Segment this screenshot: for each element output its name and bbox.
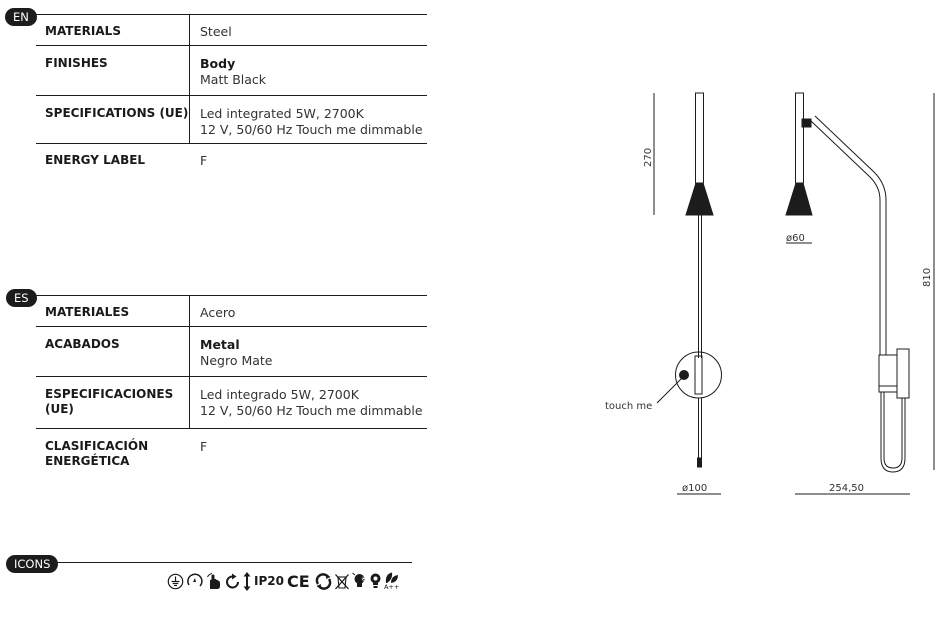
row-value: Body Matt Black	[200, 56, 267, 87]
section-rule-icons	[55, 562, 412, 563]
side-arm-outer	[811, 121, 880, 355]
energy-class-label: A++	[383, 582, 400, 591]
dim-base-diameter: ø100	[682, 483, 708, 494]
row-value: Led integrated 5W, 2700K 12 V, 50/60 Hz Touch me dimmable	[200, 106, 423, 137]
ce-mark-text: CE	[286, 572, 310, 590]
front-shade	[686, 183, 713, 215]
front-base-disc	[676, 352, 722, 398]
touch-me-label: touch me	[605, 401, 653, 412]
spec-row-acabados	[36, 327, 427, 377]
row-value: Led integrado 5W, 2700K 12 V, 50/60 Hz Touch me dimmable	[200, 387, 423, 418]
row-value: F	[200, 439, 208, 454]
touch-hand-icon	[206, 572, 222, 590]
column-divider-es	[189, 295, 190, 428]
spec-row-materiales	[36, 295, 427, 327]
column-divider-en	[189, 14, 190, 143]
dim-projection: 254,50	[829, 483, 864, 494]
rotate-icon	[224, 572, 241, 590]
touch-leader	[657, 377, 683, 403]
side-cable-loop	[881, 392, 905, 472]
dim-front-height: 270	[643, 147, 654, 167]
row-label: MATERIALES	[45, 305, 130, 319]
bulb-icon	[369, 572, 382, 590]
front-view	[654, 93, 722, 494]
energy-class-leaf-icon	[384, 571, 399, 591]
row-label: CLASIFICACIÓN ENERGÉTICA	[45, 439, 149, 468]
side-arm-inner	[815, 116, 886, 355]
ip20-rating: IP20	[254, 574, 284, 588]
dim-shade-diameter: ø60	[786, 233, 805, 244]
section-tag-icons: ICONS	[6, 555, 58, 573]
spec-row-finishes	[36, 46, 427, 96]
row-label: ENERGY LABEL	[45, 153, 146, 167]
adjustable-height-icon	[243, 572, 251, 590]
side-upper-tube	[796, 93, 804, 183]
led-bulb-icon	[352, 572, 367, 590]
side-shade	[786, 183, 812, 215]
spec-row-specifications	[36, 96, 427, 144]
row-label: FINISHES	[45, 56, 108, 70]
recycle-icon	[315, 572, 332, 590]
spec-row-materials	[36, 14, 427, 46]
side-wall-plate	[897, 349, 909, 398]
row-value: Steel	[200, 24, 232, 39]
front-rod-tip	[698, 458, 702, 467]
front-upper-tube	[696, 93, 704, 183]
touch-sensor	[680, 371, 689, 380]
row-label: ESPECIFICACIONES (UE)	[45, 387, 174, 416]
row-label: ACABADOS	[45, 337, 120, 351]
certification-icons	[167, 571, 399, 591]
front-base-plate	[695, 356, 702, 394]
section-tag-en: EN	[5, 8, 37, 26]
side-joint	[802, 119, 811, 127]
section-tag-es: ES	[6, 289, 37, 307]
side-view	[786, 93, 934, 494]
earth-ground-icon	[167, 572, 184, 590]
spec-row-especificaciones	[36, 377, 427, 429]
row-value: Acero	[200, 305, 236, 320]
row-value: F	[200, 153, 208, 168]
row-value: Metal Negro Mate	[200, 337, 273, 368]
dimmer-icon	[186, 572, 204, 590]
weee-bin-icon	[334, 572, 350, 590]
row-label: SPECIFICATIONS (UE)	[45, 106, 189, 120]
side-wall-mount	[879, 355, 897, 392]
dim-total-height: 810	[922, 267, 933, 287]
ce-mark-icon	[287, 572, 313, 590]
spec-row-energy-label	[36, 144, 427, 184]
spec-row-clasificacion	[36, 429, 427, 479]
row-label: MATERIALS	[45, 24, 121, 38]
